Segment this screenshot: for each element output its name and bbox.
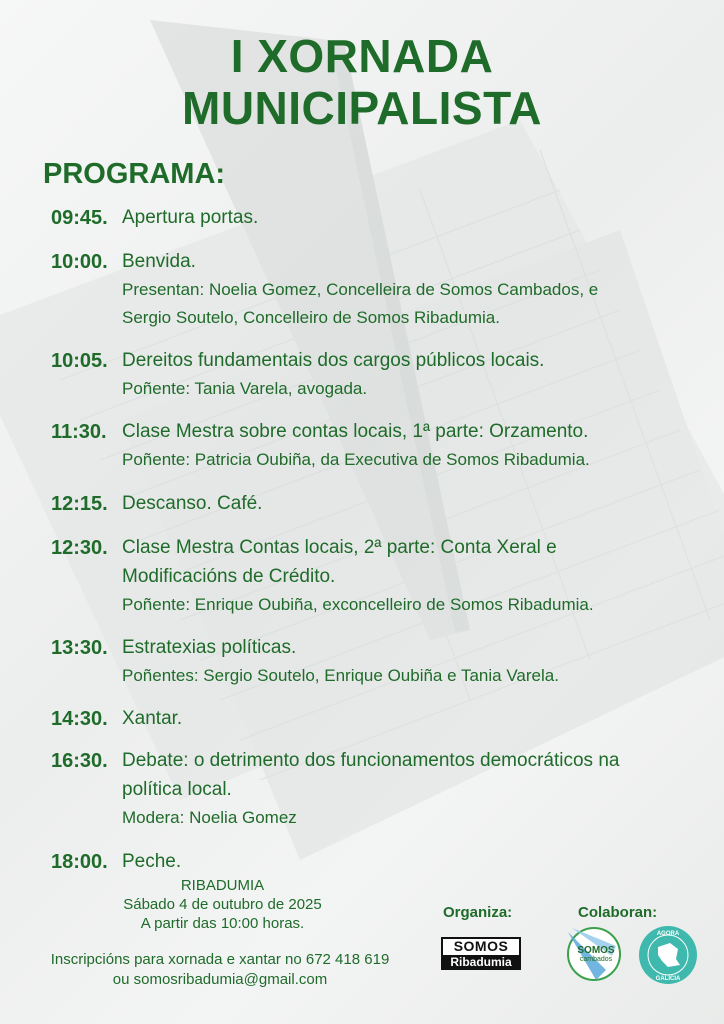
title-line-1: I XORNADA [230, 30, 494, 82]
schedule-detail: Sergio Soutelo, Concelleiro de Somos Ribadumia. [122, 308, 500, 327]
event-place: RIBADUMIA [180, 877, 265, 894]
cambados-logo-bottom: cambados [579, 956, 613, 963]
schedule-title: Debate: o detrimento dos funcionamentos democráticos na [122, 750, 620, 771]
cambados-logo-top: SOMOS [577, 945, 615, 956]
colaboran-label: Colaboran: [578, 904, 658, 921]
organiza-label: Organiza: [443, 904, 513, 921]
agora-galicia-logo [638, 925, 698, 985]
somos-cambados-logo [566, 926, 622, 982]
schedule-time: 16:30. [51, 750, 108, 772]
event-title [0, 30, 724, 134]
schedule-title: Apertura portas. [122, 207, 259, 228]
schedule-title-cont: Modificacións de Crédito. [122, 566, 336, 587]
agora-logo-bottom: GALICIA [655, 976, 681, 982]
schedule-title: Clase Mestra sobre contas locais, 1ª parte: Orzamento. [122, 421, 589, 442]
schedule-time: 14:30. [51, 708, 108, 730]
programa-heading: PROGRAMA: [43, 158, 226, 190]
event-date: Sábado 4 de outubro de 2025 [123, 896, 322, 913]
schedule-title: Dereitos fundamentais dos cargos públicos locais. [122, 350, 545, 371]
title-line-2: MUNICIPALISTA [182, 82, 542, 134]
inscription-phone: Inscripcións para xornada e xantar no 672 418 619 [50, 951, 390, 968]
schedule-time: 12:30. [51, 537, 108, 559]
schedule-detail: Poñentes: Sergio Soutelo, Enrique Oubiña e Tania Varela. [122, 666, 559, 685]
somos-ribadumia-logo [441, 937, 521, 970]
schedule-time: 11:30. [51, 421, 107, 443]
schedule-time: 18:00. [51, 851, 108, 873]
inscription-email: ou somosribadumia@gmail.com [112, 971, 328, 988]
agora-logo-top: AGORA [656, 931, 680, 937]
event-info [110, 876, 335, 933]
schedule-detail: Modera: Noelia Gomez [122, 808, 297, 827]
schedule-title: Estratexias políticas. [122, 637, 297, 658]
schedule-time: 10:05. [51, 350, 108, 372]
schedule-time: 13:30. [51, 637, 108, 659]
schedule-title: Benvida. [122, 251, 196, 272]
schedule-time: 12:15. [51, 493, 108, 515]
schedule-detail: Poñente: Tania Varela, avogada. [122, 379, 368, 398]
schedule-title: Xantar. [122, 708, 183, 729]
inscription-info [20, 950, 420, 990]
schedule-title: Descanso. Café. [122, 493, 263, 514]
schedule-time: 10:00. [51, 251, 108, 273]
somos-logo-bottom: Ribadumia [443, 955, 519, 969]
schedule-title: Peche. [122, 851, 182, 872]
somos-logo-top: SOMOS [453, 938, 509, 954]
schedule-detail: Presentan: Noelia Gomez, Concelleira de Somos Cambados, e [122, 280, 599, 299]
event-start-time: A partir das 10:00 horas. [140, 915, 305, 932]
schedule-title: Clase Mestra Contas locais, 2ª parte: Conta Xeral e [122, 537, 557, 558]
schedule-detail: Poñente: Patricia Oubiña, da Executiva de Somos Ribadumia. [122, 450, 590, 469]
schedule-detail: Poñente: Enrique Oubiña, exconcelleiro de Somos Ribadumia. [122, 595, 594, 614]
schedule-title-cont: política local. [122, 779, 232, 800]
schedule-time: 09:45. [51, 207, 108, 229]
